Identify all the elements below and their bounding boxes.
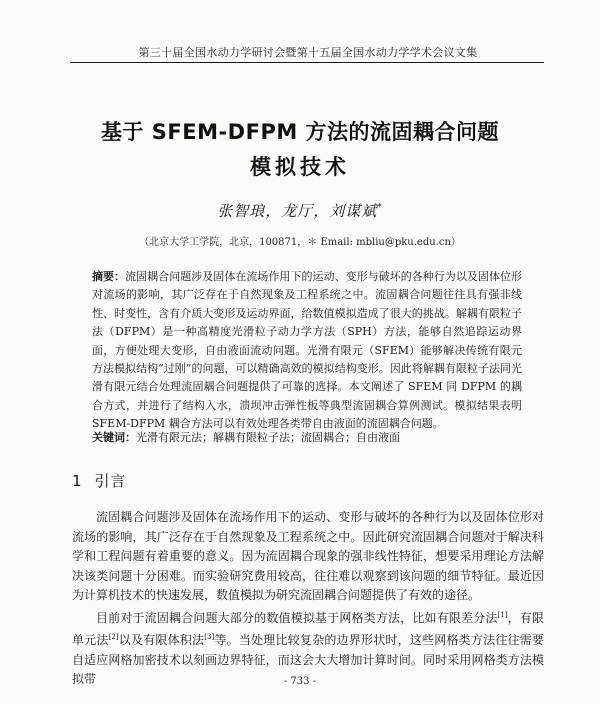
keywords-text: 光滑有限元法；解耦有限粒子法；流固耦合；自由液面 — [136, 431, 400, 444]
paper-title-line-1: 基于 SFEM-DFPM 方法的流固耦合问题 — [100, 120, 500, 144]
citation-ref: [2] — [108, 633, 119, 641]
header-divider — [70, 62, 544, 63]
corresponding-author-marker: * — [377, 203, 383, 213]
affiliation: （北京大学工学院，北京，100871，＊ Email: mbliu@pku.edu.cn） — [139, 237, 461, 248]
body-text — [72, 508, 544, 690]
citation-ref: [1] — [497, 610, 508, 619]
page-number: - 733 - — [283, 676, 317, 687]
body-paragraph-2: 目前对于流固耦合问题大部分的数值模拟基于网格类方法，比如有限差分法[1]，有限单元法[2]以及有限体积法[3]等。当处理比较复杂的边界形状时，这些网格类方法往往需要自适应网格加密技术以刻画边界特征，而这会大大增加计算时间。同时采用网格类方法模拟带 — [72, 610, 544, 686]
section-heading — [72, 470, 127, 491]
citation-ref: [3] — [204, 633, 215, 641]
author-list — [0, 200, 600, 221]
paper-title-line-2: 模拟技术 — [250, 155, 350, 179]
running-header: 第三十届全国水动力学研讨会暨第十五届全国水动力学学术会议文集 — [138, 46, 478, 59]
author-names: 张智琅，龙厅，刘谋斌 — [217, 202, 378, 220]
abstract-text: 流固耦合问题涉及固体在流场作用下的运动、变形与破坏的各种行为以及固体位形对流场的影响，其广泛存在于自然现象及工程系统之中。流固耦合问题往往具有强非线性、时变性，含有介质大变形及运动界面，给数值模拟造成了很大的挑战。解耦有限粒子法（DFPM）是一种高精度光滑粒子动力学方法（SPH）方法，能够自然追踪运动界面，方便处理大变形，自由液面流动问题。光滑有限元（SFEM）能够解决传统有限元方法模拟结构“过刚”的问题，可以精确高效的模拟结构变形。因此将解耦有限粒子法同光滑有限元结合处理流固耦合问题提供了可靠的选择。本文阐述了 SFEM 同 DFPM 的耦合方式，并进行了结构入水，溃坝冲击弹性板等典型流固耦合算例测试。模拟结果表明 SFEM-DFPM 耦合方法可以有效处理各类带自由液面的流固耦合问题。 — [92, 270, 523, 431]
section-title: 引言 — [94, 472, 127, 490]
keywords — [92, 429, 522, 445]
body-paragraph-1: 流固耦合问题涉及固体在流场作用下的运动、变形与破坏的各种行为以及固体位形对流场的影响，其广泛存在于自然现象及工程系统之中。因此研究流固耦合问题对于解决科学和工程问题有着重要的意义。因为流固耦合现象的强非线性特征，想要采用理论方法解决该类问题十分困难。而实验研究费用较高，往往难以观察到该问题的细节特征。最近因为计算机技术的快速发展，数值模拟为研究流固耦合问题提供了有效的途径。 — [72, 510, 544, 602]
keywords-label: 关键词： — [92, 431, 136, 444]
section-number: 1 — [72, 472, 83, 490]
abstract-label: 摘要： — [92, 270, 126, 283]
abstract — [92, 268, 522, 434]
